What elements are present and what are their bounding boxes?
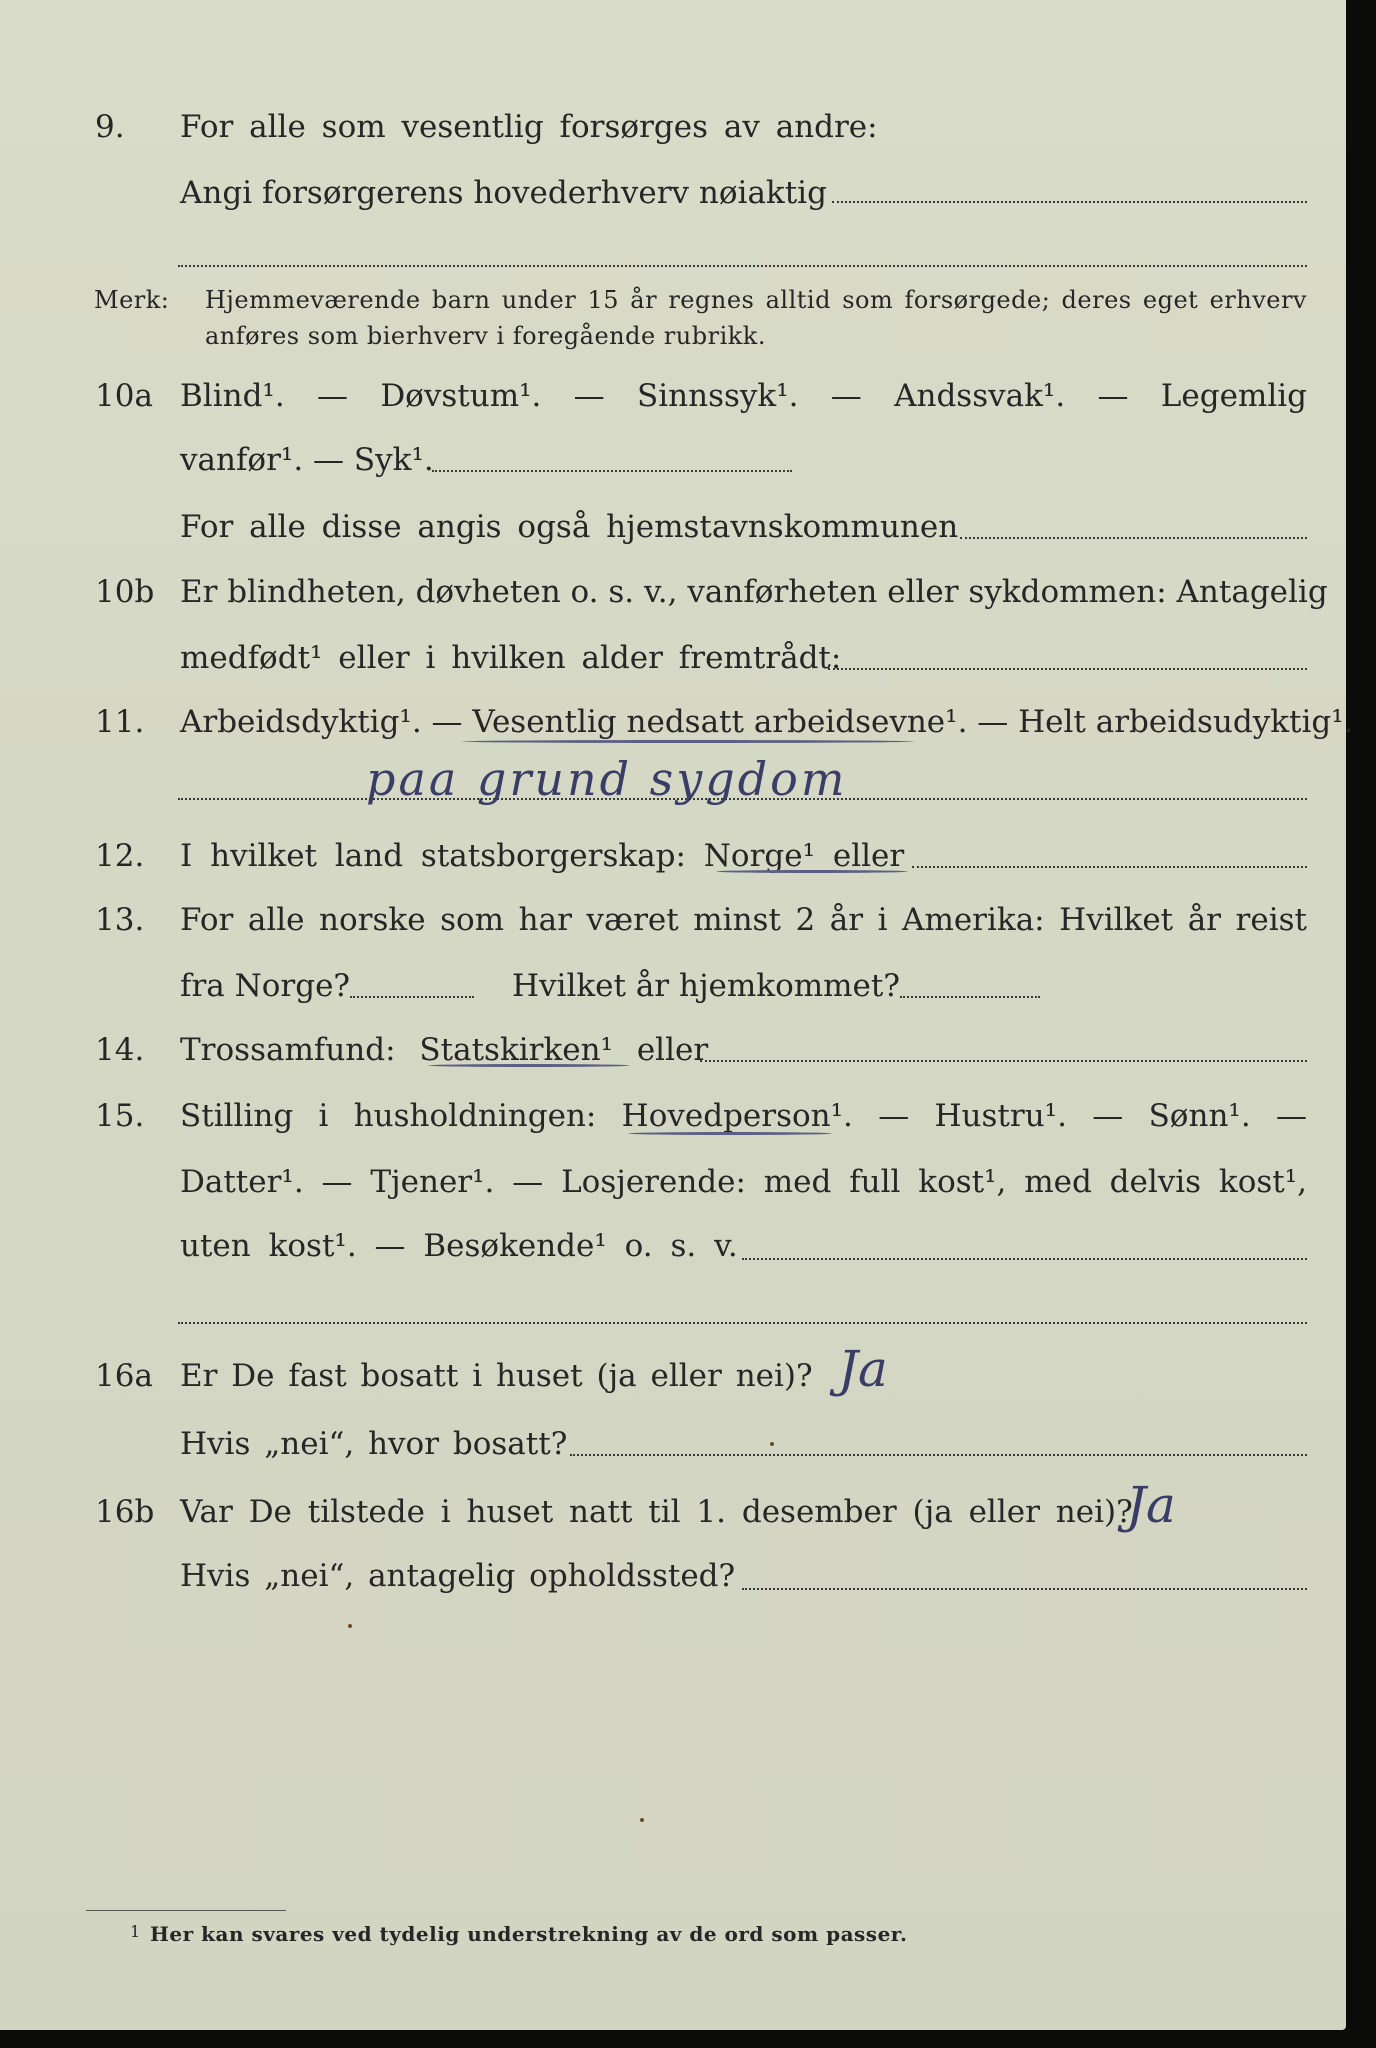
handwritten-underline <box>428 1064 630 1067</box>
question-number: 10a <box>95 378 153 414</box>
handwritten-underline <box>462 740 914 743</box>
answer-line[interactable] <box>700 1060 1307 1062</box>
question-10a-line-3 <box>0 497 1346 557</box>
question-number: 14. <box>95 1032 145 1068</box>
question-15 <box>0 1086 1346 1146</box>
question-number: 10b <box>95 574 155 610</box>
question-number: 16b <box>95 1494 155 1530</box>
footnote-mark: 1 <box>130 1922 141 1941</box>
answer-line[interactable] <box>828 668 1307 670</box>
question-10b-line-2 <box>0 628 1346 688</box>
question-16a <box>0 1340 1346 1406</box>
answer-line[interactable] <box>178 1322 1307 1324</box>
handwritten-answer: paa grund sygdom <box>366 752 848 806</box>
question-15-line-3 <box>0 1216 1346 1276</box>
question-text: medfødt¹ eller i hvilken alder fremtrådt: <box>180 640 842 676</box>
question-16a-line-2 <box>0 1414 1346 1474</box>
question-16b <box>0 1476 1346 1542</box>
question-12 <box>0 826 1346 886</box>
question-number: 12. <box>95 838 145 874</box>
note-label: Merk: <box>94 286 170 314</box>
question-text: fra Norge? <box>180 968 351 1004</box>
ink-speck <box>640 1818 644 1822</box>
answer-line[interactable] <box>832 201 1307 203</box>
question-number: 15. <box>95 1098 145 1134</box>
question-13 <box>0 890 1346 950</box>
answer-line[interactable] <box>570 1454 1307 1456</box>
answer-line[interactable] <box>960 537 1307 539</box>
question-text: Var De tilstede i huset natt til 1. desember (ja eller nei)? <box>180 1494 1133 1530</box>
question-text: Hvis „nei“, antagelig opholdssted? <box>180 1558 736 1594</box>
handwritten-answer: Ja <box>838 1340 888 1398</box>
answer-line[interactable] <box>900 996 1040 998</box>
question-text: Hvilket år hjemkommet? <box>512 968 900 1004</box>
question-text: Er blindheten, døvheten o. s. v., vanførheten eller sykdommen: Antagelig <box>180 574 1328 610</box>
answer-line[interactable] <box>432 470 792 472</box>
answer-line[interactable] <box>178 265 1307 267</box>
answer-line[interactable] <box>742 1588 1307 1590</box>
note-merk <box>0 280 1346 320</box>
question-10a-line-2 <box>0 430 1346 490</box>
question-text: Angi forsørgerens hovederhverv nøiaktig <box>180 175 827 211</box>
footnote-text: Her kan svares ved tydelig understrekning av de ord som passer. <box>150 1922 908 1946</box>
note-text: Hjemmeværende barn under 15 år regnes alltid som forsørgede; deres eget erhverv <box>205 286 1307 314</box>
ink-speck <box>770 1442 774 1446</box>
question-text: vanfør¹. — Syk¹. <box>180 442 434 478</box>
question-text: For alle norske som har været minst 2 år i Amerika: Hvilket år reist <box>180 902 1307 938</box>
answer-line[interactable] <box>350 996 474 998</box>
question-text: uten kost¹. — Besøkende¹ o. s. v. <box>180 1228 738 1264</box>
question-number: 16a <box>95 1358 153 1394</box>
answer-line[interactable] <box>178 798 1307 800</box>
question-9-line-2 <box>0 163 1346 223</box>
question-text: Datter¹. — Tjener¹. — Losjerende: med full kost¹, med delvis kost¹, <box>180 1164 1307 1200</box>
question-14 <box>0 1020 1346 1080</box>
handwritten-answer: Ja <box>1126 1476 1176 1534</box>
question-text: Stilling i husholdningen: Hovedperson¹. — Hustru¹. — Sønn¹. — <box>180 1098 1307 1134</box>
question-number: 9. <box>95 109 125 145</box>
question-text: For alle som vesentlig forsørges av andre: <box>180 109 878 145</box>
note-merk-line-2 <box>0 316 1346 356</box>
question-9 <box>0 97 1346 157</box>
question-text: For alle disse angis også hjemstavnskommunen <box>180 509 959 545</box>
question-16b-line-2 <box>0 1546 1346 1606</box>
question-15-line-2 <box>0 1152 1346 1212</box>
question-text: Trossamfund: Statskirken¹ eller <box>180 1032 709 1068</box>
question-text: Er De fast bosatt i huset (ja eller nei)? <box>180 1358 813 1394</box>
note-text: anføres som bierhverv i foregående rubrikk. <box>205 322 766 350</box>
handwritten-underline <box>716 870 908 873</box>
question-text: Arbeidsdyktig¹. — Vesentlig nedsatt arbeidsevne¹. — Helt arbeidsudyktig¹. <box>180 704 1354 740</box>
question-10a <box>0 366 1346 426</box>
question-number: 13. <box>95 902 145 938</box>
answer-line[interactable] <box>912 866 1307 868</box>
ink-speck <box>348 1624 352 1628</box>
footnote-rule <box>86 1910 286 1911</box>
question-number: 11. <box>95 704 145 740</box>
question-10b <box>0 562 1346 622</box>
answer-line[interactable] <box>742 1258 1307 1260</box>
question-13-line-2 <box>0 956 1346 1016</box>
question-text: Blind¹. — Døvstum¹. — Sinnssyk¹. — Andssvak¹. — Legemlig <box>180 378 1307 414</box>
question-text: Hvis „nei“, hvor bosatt? <box>180 1426 568 1462</box>
question-text: I hvilket land statsborgerskap: Norge¹ eller <box>180 838 905 874</box>
handwritten-underline <box>628 1132 832 1135</box>
question-11 <box>0 692 1354 752</box>
